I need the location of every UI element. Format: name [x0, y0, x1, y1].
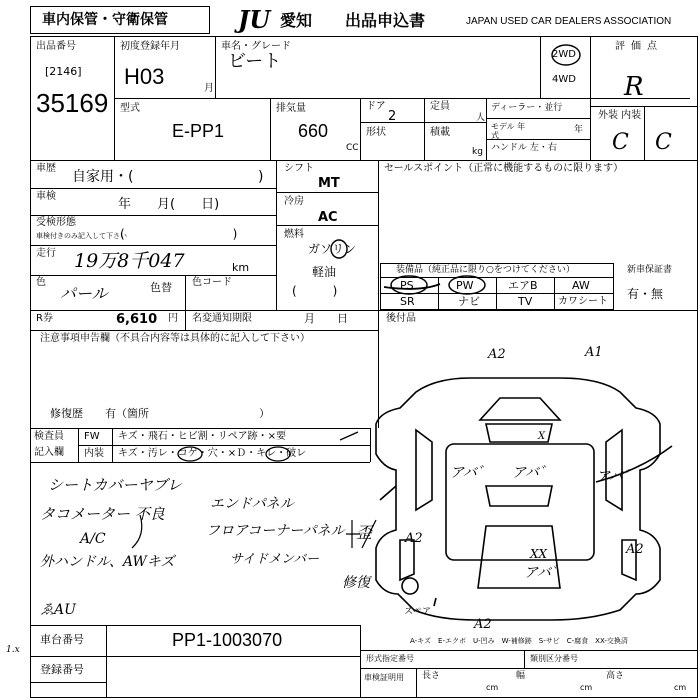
- hand-note-5: エンドパネル: [210, 496, 294, 512]
- inspector-fw: FW: [84, 431, 100, 442]
- model-label: 型式: [120, 103, 140, 114]
- mileage-value: 19万8千047: [74, 250, 185, 272]
- hand-note-3: A/C: [80, 531, 106, 547]
- model-year-label: モデル 年式: [491, 122, 526, 140]
- rating-int: C: [655, 130, 672, 155]
- model-value: E-PP1: [172, 121, 225, 141]
- displacement-value: 660: [298, 121, 329, 141]
- name-change-label: 名変通知期限: [192, 313, 252, 324]
- repair-history: 修復歴 有（箇所 ）: [50, 407, 270, 420]
- displacement-unit: CC: [346, 143, 359, 153]
- rating-ext: C: [612, 130, 629, 155]
- ac-value: AC: [318, 210, 338, 225]
- mileage-unit: km: [232, 261, 250, 274]
- shape-label: 形状: [366, 127, 386, 138]
- equipment-label: 装備品（純正品に限り○をつけてください）: [396, 265, 575, 275]
- diagram-mark-2: A1: [585, 345, 603, 360]
- diagram-mark-9: XX: [530, 547, 548, 561]
- dimension-height: 高さ: [606, 671, 625, 681]
- color-code-label: 色コード: [192, 277, 232, 288]
- diagram-mark-4: A2: [626, 542, 644, 557]
- model-year-unit: 年: [574, 125, 584, 135]
- hand-note-margin: 1.x: [6, 645, 20, 655]
- hand-note-1: シートカバーヤブレ: [48, 476, 182, 494]
- model-designation-label: 形式指定番号: [366, 654, 414, 663]
- inspector-ext-items: キズ・飛石・ヒビ割・リペア跡・×要: [118, 431, 286, 442]
- notes-label: 注意事項申告欄（不具合内容等は具体的に記入して下さい）: [40, 333, 310, 344]
- history-close: ): [258, 169, 264, 185]
- capacity-unit: 人: [476, 113, 486, 123]
- hand-note-6: フロアコーナーパネル: [206, 523, 345, 539]
- car-name-label: 車名・グレード: [221, 41, 291, 52]
- hand-note-7: サイドメンバー: [230, 552, 320, 567]
- equip-ps: PS: [400, 279, 414, 292]
- class-number-label: 類別区分番号: [530, 654, 578, 663]
- equip-aw: AW: [572, 279, 590, 292]
- dimension-height-unit: cm: [674, 683, 687, 692]
- load-label: 積載: [430, 127, 450, 138]
- equip-tv: TV: [518, 295, 533, 308]
- fuel-diesel: 軽油: [312, 265, 337, 279]
- inspect-card-label: 車検証明用: [364, 673, 404, 682]
- inspector-int-items: キズ・汚レ・コゲ・穴・×Ｄ・キレ・破レ: [118, 448, 307, 459]
- first-reg-label: 初度登録年月: [120, 41, 180, 52]
- dimension-width-unit: cm: [580, 683, 593, 692]
- warranty-label: 新車保証書: [627, 265, 673, 275]
- drive-4wd: 4WD: [552, 74, 576, 85]
- accept-label: 受検形態: [36, 217, 76, 228]
- ju-logo: JU: [238, 5, 271, 34]
- diagram-mark-10: アバ゛: [524, 565, 565, 581]
- dimension-length-unit: cm: [486, 683, 499, 692]
- equip-navi: ナビ: [458, 295, 480, 308]
- diagram-mark-7: アバ゛: [512, 465, 553, 481]
- accept-paren: ( ): [120, 227, 238, 241]
- inspector-label-2: 記入欄: [34, 447, 64, 458]
- first-reg-value: H03: [124, 64, 165, 89]
- load-unit: kg: [472, 147, 483, 157]
- shift-label: シフト: [284, 163, 314, 174]
- color-label: 色: [36, 277, 46, 288]
- hand-note-9: 歪: [356, 523, 373, 542]
- damage-legend: A-キズ E-エクボ U-凹み W-補修跡 S-サビ C-腐食 XX-交換済: [410, 637, 628, 645]
- equip-airbag: エアB: [508, 279, 538, 292]
- inspection-value: 年 月( 日): [118, 197, 220, 212]
- displacement-label: 排気量: [276, 103, 306, 114]
- diagram-mark-1: A2: [488, 347, 506, 362]
- dimension-width: 幅: [516, 671, 526, 681]
- spare-label: スペア: [404, 607, 432, 617]
- fuel-paren: ( ): [292, 284, 338, 298]
- org-name: 愛知: [280, 11, 313, 30]
- drive-2wd: 2WD: [552, 49, 576, 60]
- hand-note-2: タコメーター 不良: [40, 505, 165, 523]
- inspector-label-1: 検査員: [34, 431, 64, 442]
- diagram-mark-11: A2: [474, 617, 492, 632]
- doors-value: 2: [388, 109, 397, 124]
- history-value: 自家用・(: [72, 169, 134, 185]
- equip-sr: SR: [400, 295, 415, 308]
- accept-note: 車検付きのみ記入して下さい: [36, 232, 127, 240]
- registration-label: 登録番号: [40, 663, 84, 676]
- dealer-label: ディーラー・並行: [491, 103, 563, 113]
- name-change-value: 月 日: [304, 312, 348, 325]
- fuel-gas: ガソリン: [308, 242, 357, 256]
- inspection-label: 車検: [36, 191, 56, 202]
- mileage-label: 走行: [36, 248, 56, 259]
- diagram-mark-3: A2: [405, 531, 423, 546]
- sales-point-label: セールスポイント（正常に機能するものに限ります）: [384, 163, 624, 174]
- recycle-value: 6,610: [116, 312, 158, 327]
- lot-number: 35169: [36, 88, 109, 118]
- shift-value: MT: [318, 176, 340, 191]
- capacity-label: 定員: [430, 101, 450, 112]
- dimension-length: 長さ: [422, 671, 441, 681]
- warranty-value: 有・無: [627, 287, 664, 301]
- fuel-label: 燃料: [284, 229, 304, 240]
- hand-note-4: 外ハンドル、AWキズ: [40, 554, 175, 570]
- recycle-unit: 円: [168, 313, 178, 324]
- chassis-value: PP1-1003070: [172, 630, 283, 650]
- color-value: パール: [60, 284, 108, 303]
- car-name-value: ビート: [228, 51, 282, 71]
- hand-note-8: 修復: [342, 575, 370, 591]
- chassis-label: 車台番号: [40, 633, 84, 646]
- lot-label: 出品番号: [36, 41, 76, 52]
- after-market-label: 後付品: [386, 313, 416, 324]
- inspector-int-label: 内装: [84, 448, 104, 459]
- rating-label: 評価点: [615, 41, 663, 52]
- hand-note-bottom: ゑAU: [40, 602, 76, 618]
- recycle-label: R券: [36, 313, 53, 324]
- storage-label: 車内保管・守衛保管: [42, 12, 168, 28]
- rating-sub-label: 外装 内装: [598, 110, 642, 121]
- form-title: 出品申込書: [345, 11, 426, 30]
- diagram-mark-5: X: [538, 431, 546, 442]
- association-name: JAPAN USED CAR DEALERS ASSOCIATION: [466, 16, 672, 27]
- equip-pw: PW: [456, 279, 474, 292]
- first-reg-unit: 月: [204, 83, 214, 94]
- diagram-mark-8: アバ゛: [596, 469, 637, 485]
- handle-label: ハンドル 左・右: [491, 143, 557, 153]
- doors-label: ドア: [366, 101, 386, 112]
- lot-small-number: [2146]: [45, 65, 82, 78]
- diagram-mark-6: アバ゛: [450, 465, 491, 481]
- color-changed: 色替: [150, 281, 172, 294]
- history-label: 車歴: [36, 163, 56, 174]
- rating-value: R: [624, 72, 644, 102]
- ac-label: 冷房: [284, 196, 304, 207]
- equip-leather: カワシート: [558, 296, 608, 307]
